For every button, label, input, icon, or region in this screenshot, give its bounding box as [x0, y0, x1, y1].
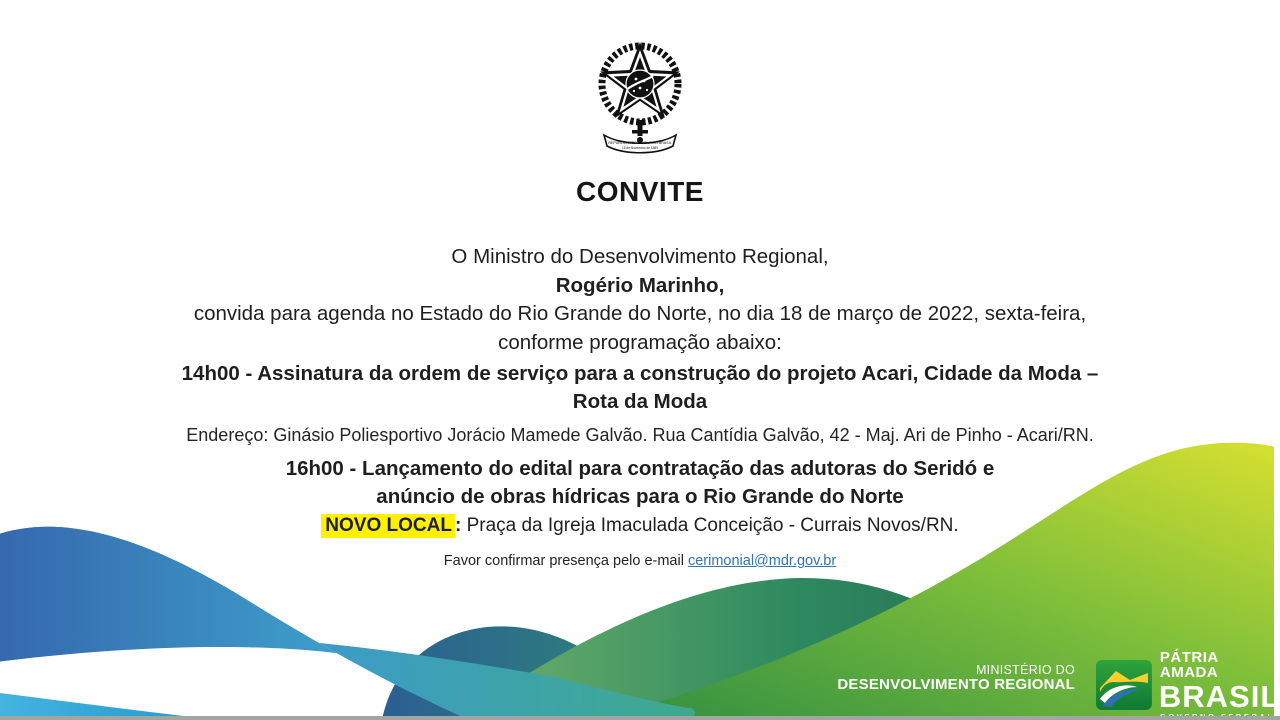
brand-line-1: PÁTRIA AMADA: [1159, 649, 1219, 681]
rsvp-email-link[interactable]: cerimonial@mdr.gov.br: [687, 553, 837, 569]
rsvp-line: [0, 551, 1280, 571]
ministry-line-1: MINISTÉRIO DO: [975, 663, 1075, 677]
new-location-separator: :: [454, 515, 462, 536]
intro-line-3: convida para agenda no Estado do Rio Grande do Norte, no dia 18 de março de 2022, sexta-feira,: [193, 302, 1087, 325]
intro-line-1: O Ministro do Desenvolvimento Regional,: [451, 245, 829, 268]
page-title: CONVITE: [576, 176, 704, 207]
government-brand-text: [1160, 650, 1280, 720]
new-location-text: Praça da Igreja Imaculada Conceição - Currais Novos/RN.: [466, 515, 959, 536]
agenda-item-2-title-line1: 16h00 - Lançamento do edital para contratação das adutoras do Seridó e: [285, 457, 995, 480]
brazil-flag-icon: [1096, 660, 1152, 710]
svg-text:REPÚBLICA FEDERATIVA DO BRASIL: REPÚBLICA FEDERATIVA DO BRASIL: [608, 141, 672, 145]
agenda-item-1-title: [0, 360, 1280, 416]
ministry-logotype: [837, 664, 1075, 693]
agenda-item-2-title-line2: anúncio de obras hídricas para o Rio Grande do Norte: [376, 485, 904, 508]
bottom-border-line: [0, 716, 1280, 720]
rsvp-text: Favor confirmar presença pelo e-mail: [443, 553, 684, 569]
agenda-item-2-title: [0, 455, 1280, 511]
intro-line-4: conforme programação abaixo:: [498, 330, 782, 354]
agenda-item-1-title-line1: 14h00 - Assinatura da ordem de serviço para a construção do projeto Acari, Cidade da Moda –: [181, 362, 1099, 385]
ministry-line-2: DESENVOLVIMENTO REGIONAL: [837, 676, 1075, 694]
coat-of-arms-brazil: [590, 34, 690, 162]
intro-paragraph: [0, 243, 1280, 357]
svg-text:15 de Novembro de 1889: 15 de Novembro de 1889: [622, 146, 658, 150]
minister-name: Rogério Marinho,: [555, 273, 725, 297]
new-location-highlight: NOVO LOCAL: [321, 514, 455, 538]
brand-line-2: BRASIL: [1158, 679, 1280, 714]
agenda-item-1-address: Endereço: Ginásio Poliesportivo Jorácio Mamede Galvão. Rua Cantídia Galvão, 42 - Maj. Ari de Pinho - Acari/RN.: [186, 425, 1094, 445]
new-location-line: [0, 513, 1280, 539]
agenda-item-1-title-line2: Rota da Moda: [572, 390, 708, 413]
government-brand: [1096, 650, 1280, 720]
